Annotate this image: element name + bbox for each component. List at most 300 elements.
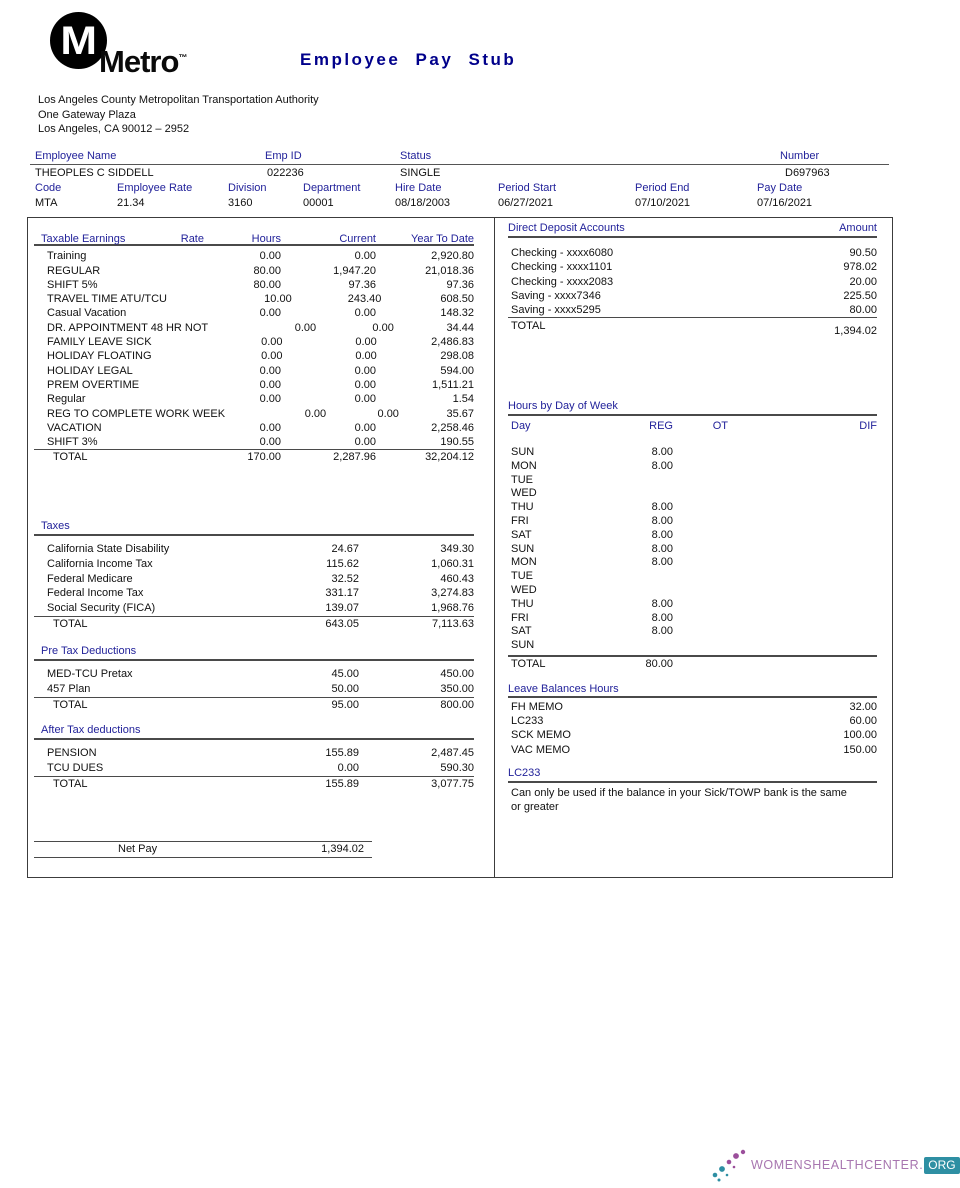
earnings-rate-cell <box>149 249 204 263</box>
leave-hours-cell: 100.00 <box>843 729 877 742</box>
reg-cell: 8.00 <box>651 542 673 555</box>
footer-badge: ORG <box>924 1157 959 1174</box>
code-value: MTA <box>35 197 58 209</box>
leave-hours-cell: 150.00 <box>843 743 877 756</box>
taxes-total-row <box>34 616 474 631</box>
earnings-total-rate <box>149 450 204 464</box>
after-tax-title: After Tax deductions <box>34 724 474 740</box>
earnings-current-cell: 0.00 <box>372 321 394 334</box>
earnings-rate-cell <box>149 392 204 406</box>
day-cell: WED <box>511 583 537 596</box>
table-row <box>508 728 877 742</box>
earnings-header-rate: Rate <box>180 233 204 245</box>
tax-current-cell: 139.07 <box>325 602 359 615</box>
hours-total-reg: 80.00 <box>645 657 673 670</box>
table-row <box>508 570 877 584</box>
reg-cell <box>623 639 673 653</box>
earnings-label-cell: TRAVEL TIME ATU/TCU <box>47 293 167 306</box>
table-row <box>508 487 877 501</box>
earnings-current-cell: 0.00 <box>354 436 376 449</box>
account-label-cell: Saving - xxxx5295 <box>511 304 601 317</box>
hours-rows <box>508 446 877 653</box>
employee-rate-value: 21.34 <box>117 197 145 209</box>
hours-total-dif <box>728 657 877 670</box>
dif-cell <box>728 474 877 488</box>
earnings-current-cell: 0.00 <box>354 364 376 377</box>
earnings-label-cell: HOLIDAY LEGAL <box>47 364 133 377</box>
table-row <box>508 612 877 626</box>
account-label-cell: Saving - xxxx7346 <box>511 289 601 302</box>
aftertax-ytd-cell: 590.30 <box>440 761 474 774</box>
earnings-hours-cell: 0.00 <box>259 421 281 434</box>
reg-cell: 8.00 <box>651 556 673 569</box>
lc233-title: LC233 <box>508 767 877 783</box>
dif-cell <box>728 584 877 598</box>
table-row <box>508 501 877 515</box>
earnings-label-cell: PREM OVERTIME <box>47 378 140 391</box>
table-row <box>34 435 474 449</box>
after-tax-total-row <box>34 776 474 791</box>
earnings-label-cell: FAMILY LEAVE SICK <box>47 336 152 349</box>
ot-cell <box>673 570 728 584</box>
table-row <box>34 249 474 263</box>
tax-ytd-cell: 460.43 <box>440 572 474 585</box>
emp-id-label: Emp ID <box>265 150 302 162</box>
ot-cell <box>673 612 728 626</box>
ot-cell <box>673 487 728 501</box>
metro-wordmark-text: Metro <box>99 44 179 79</box>
earnings-ytd-cell: 97.36 <box>446 278 474 291</box>
earnings-rate-cell <box>152 349 207 363</box>
dif-header: DIF <box>859 420 877 432</box>
earnings-total-label: TOTAL <box>53 451 88 464</box>
leave-label-cell: VAC MEMO <box>511 743 571 756</box>
direct-deposit-section <box>508 222 877 338</box>
department-label: Department <box>303 182 361 194</box>
dots-swirl-icon <box>711 1148 749 1182</box>
earnings-label-cell: HOLIDAY FLOATING <box>47 350 152 363</box>
department-value: 00001 <box>303 197 334 209</box>
day-cell: THU <box>511 501 534 514</box>
earnings-label-cell: Casual Vacation <box>47 307 127 320</box>
ot-cell <box>673 556 728 570</box>
earnings-rate-cell <box>152 335 207 349</box>
code-label: Code <box>35 182 62 194</box>
day-cell: THU <box>511 597 534 610</box>
earnings-current-cell: 0.00 <box>354 307 376 320</box>
leave-balances-section <box>508 683 877 757</box>
dif-cell <box>728 487 877 501</box>
leave-hours-cell: 60.00 <box>849 715 877 728</box>
address-line: Los Angeles, CA 90012 – 2952 <box>38 123 190 135</box>
earnings-label-cell: REGULAR <box>47 264 101 277</box>
taxable-earnings-table <box>34 232 474 464</box>
earnings-ytd-cell: 190.55 <box>440 436 474 449</box>
reg-cell <box>623 570 673 584</box>
earnings-header-label: Taxable Earnings <box>41 233 126 245</box>
pretax-label-cell: MED-TCU Pretax <box>47 668 133 680</box>
aftertax-label-cell: PENSION <box>47 747 97 759</box>
dif-cell <box>728 529 877 543</box>
emp-id-value: 022236 <box>267 167 304 179</box>
direct-deposit-rows <box>508 246 877 317</box>
lc233-note: Can only be used if the balance in your Sick/TOWP bank is the same or greater <box>511 787 847 813</box>
table-row <box>34 378 474 392</box>
metro-wordmark <box>99 44 186 80</box>
table-row <box>508 515 877 529</box>
ot-header: OT <box>712 420 728 432</box>
after-tax-total-label: TOTAL <box>53 777 88 790</box>
number-value: D697963 <box>785 167 830 179</box>
table-row <box>508 474 877 488</box>
leave-balance-rows <box>508 700 877 757</box>
pre-tax-total-ytd: 800.00 <box>440 698 474 711</box>
period-end-value: 07/10/2021 <box>635 197 691 209</box>
direct-deposit-total-row <box>508 317 877 338</box>
ot-cell <box>673 501 728 515</box>
dif-cell <box>728 501 877 515</box>
page-title: Employee Pay Stub <box>300 50 517 69</box>
table-row <box>508 275 877 289</box>
aftertax-current-cell: 155.89 <box>325 747 359 759</box>
pre-tax-section <box>34 645 474 711</box>
earnings-label-cell: SHIFT 5% <box>47 278 98 291</box>
earnings-rate-cell <box>149 264 204 278</box>
account-amount-cell: 90.50 <box>849 247 877 259</box>
earnings-hours-cell: 10.00 <box>264 293 292 306</box>
taxes-total-ytd: 7,113.63 <box>431 617 474 630</box>
table-row <box>508 289 877 303</box>
account-label-cell: Checking - xxxx2083 <box>511 275 614 288</box>
amount-header: Amount <box>839 222 877 234</box>
day-cell: TUE <box>511 473 533 486</box>
tax-label-cell: Social Security (FICA) <box>47 602 156 615</box>
day-cell: FRI <box>511 611 529 624</box>
net-pay-label: Net Pay <box>118 843 158 855</box>
table-row <box>508 303 877 317</box>
table-row <box>34 601 474 616</box>
table-row <box>508 460 877 474</box>
table-row <box>508 714 877 728</box>
table-row <box>34 586 474 601</box>
earnings-rate-cell <box>149 306 204 320</box>
ot-cell <box>673 460 728 474</box>
earnings-hours-cell: 0.00 <box>261 336 283 349</box>
dif-cell <box>728 612 877 626</box>
table-row <box>508 446 877 460</box>
earnings-ytd-cell: 34.44 <box>446 321 474 334</box>
earnings-hours-cell: 0.00 <box>259 436 281 449</box>
earnings-rate-cell <box>208 321 253 335</box>
earnings-ytd-cell: 35.67 <box>446 407 474 420</box>
ot-cell <box>673 446 728 460</box>
earnings-total-ytd: 32,204.12 <box>425 451 474 464</box>
table-row <box>34 392 474 406</box>
earnings-ytd-cell: 148.32 <box>440 307 474 320</box>
pre-tax-total-label: TOTAL <box>53 698 88 711</box>
ot-cell <box>673 598 728 612</box>
earnings-rate-cell <box>149 364 204 378</box>
after-tax-total-ytd: 3,077.75 <box>431 777 474 790</box>
earnings-rows <box>34 249 474 449</box>
dif-cell <box>728 556 877 570</box>
reg-cell: 8.00 <box>651 514 673 527</box>
employee-name-label: Employee Name <box>35 150 117 162</box>
account-amount-cell: 978.02 <box>843 261 877 274</box>
tax-label-cell: California State Disability <box>47 543 170 555</box>
earnings-current-cell: 97.36 <box>348 278 376 291</box>
ot-cell <box>673 474 728 488</box>
day-header: Day <box>511 420 531 432</box>
dif-cell <box>728 543 877 557</box>
leave-label-cell: SCK MEMO <box>511 729 571 742</box>
dif-cell <box>728 460 877 474</box>
reg-cell <box>623 487 673 501</box>
earnings-header-ytd: Year To Date <box>411 233 474 245</box>
hours-total-row <box>508 655 877 670</box>
earnings-hours-cell: 80.00 <box>253 264 281 277</box>
day-cell: SUN <box>511 639 535 652</box>
earnings-hours-cell: 0.00 <box>259 307 281 320</box>
pay-date-value: 07/16/2021 <box>757 197 813 209</box>
company-address <box>38 93 319 137</box>
day-cell: SUN <box>511 542 535 555</box>
table-row <box>508 584 877 598</box>
direct-deposit-total-label: TOTAL <box>511 320 546 333</box>
account-amount-cell: 225.50 <box>843 289 877 302</box>
earnings-current-cell: 0.00 <box>354 421 376 434</box>
table-row <box>34 306 474 320</box>
reg-cell: 8.00 <box>651 597 673 610</box>
earnings-label-cell: Regular <box>47 393 86 406</box>
address-line: Los Angeles County Metropolitan Transportation Authority <box>38 94 319 106</box>
metro-logo-letter: M <box>60 18 97 63</box>
earnings-hours-cell: 0.00 <box>259 364 281 377</box>
dif-cell <box>728 446 877 460</box>
period-start-value: 06/27/2021 <box>498 197 554 209</box>
account-amount-cell: 20.00 <box>849 275 877 288</box>
after-tax-total-current: 155.89 <box>325 777 359 790</box>
tax-label-cell: Federal Income Tax <box>47 587 144 600</box>
employee-rate-label: Employee Rate <box>117 182 193 194</box>
table-row <box>34 321 474 335</box>
account-amount-cell: 80.00 <box>849 304 877 317</box>
dif-cell <box>728 570 877 584</box>
table-row <box>34 335 474 349</box>
pre-tax-rows <box>34 667 474 697</box>
earnings-hours-cell: 0.00 <box>294 321 317 334</box>
dif-cell <box>728 639 877 653</box>
leave-label-cell: LC233 <box>511 715 544 728</box>
net-pay-value: 1,394.02 <box>321 843 364 855</box>
tax-label-cell: Federal Medicare <box>47 572 133 585</box>
hire-date-value: 08/18/2003 <box>395 197 451 209</box>
earnings-hours-cell: 80.00 <box>253 278 281 291</box>
dif-cell <box>728 598 877 612</box>
period-end-label: Period End <box>635 182 690 194</box>
earnings-ytd-cell: 2,920.80 <box>431 250 474 263</box>
table-row <box>508 246 877 260</box>
direct-deposit-header-row <box>508 222 877 238</box>
earnings-total-row <box>34 449 474 464</box>
earnings-ytd-cell: 1,511.21 <box>431 378 474 391</box>
after-tax-section <box>34 724 474 790</box>
earnings-total-hours: 170.00 <box>247 451 281 464</box>
tax-current-cell: 331.17 <box>325 587 359 600</box>
ot-cell <box>673 543 728 557</box>
earnings-label-cell: Training <box>47 250 87 263</box>
table-row <box>508 260 877 274</box>
earnings-ytd-cell: 2,258.46 <box>431 421 474 434</box>
footer-brand-text: WOMENSHEALTHCENTER. <box>751 1158 924 1172</box>
earnings-current-cell: 243.40 <box>347 293 382 306</box>
vertical-divider <box>494 218 495 877</box>
account-label-cell: Checking - xxxx1101 <box>511 261 613 274</box>
table-row <box>34 407 474 421</box>
ot-cell <box>673 639 728 653</box>
reg-cell <box>623 474 673 488</box>
tax-current-cell: 115.62 <box>326 557 359 570</box>
division-label: Division <box>228 182 267 194</box>
direct-deposit-total-amount: 1,394.02 <box>834 325 877 338</box>
earnings-rate-cell <box>149 435 204 449</box>
table-row <box>34 364 474 378</box>
table-row <box>34 264 474 278</box>
hours-header-row <box>508 419 877 433</box>
aftertax-label-cell: TCU DUES <box>47 761 104 774</box>
taxes-total-current: 643.05 <box>325 617 359 630</box>
table-row <box>34 746 474 761</box>
tax-ytd-cell: 349.30 <box>440 543 474 555</box>
table-row <box>508 625 877 639</box>
earnings-header-current: Current <box>339 233 376 245</box>
leave-balances-title: Leave Balances Hours <box>508 683 877 698</box>
table-row <box>34 542 474 557</box>
division-value: 3160 <box>228 197 253 209</box>
earnings-ytd-cell: 21,018.36 <box>425 264 474 277</box>
account-label-cell: Checking - xxxx6080 <box>511 247 614 259</box>
aftertax-current-cell: 0.00 <box>337 761 359 774</box>
lc233-section <box>508 767 877 814</box>
tax-ytd-cell: 1,060.31 <box>431 557 474 570</box>
taxes-rows <box>34 542 474 616</box>
tax-current-cell: 32.52 <box>331 572 359 585</box>
dif-cell <box>728 515 877 529</box>
earnings-current-cell: 0.00 <box>355 350 377 363</box>
hours-total-ot <box>673 657 728 670</box>
hours-by-day-section <box>508 400 877 670</box>
taxes-title: Taxes <box>34 520 474 536</box>
pretax-current-cell: 50.00 <box>331 682 359 695</box>
period-start-label: Period Start <box>498 182 557 194</box>
earnings-total-current: 2,287.96 <box>333 451 376 464</box>
day-cell: SUN <box>511 446 535 458</box>
earnings-hours-cell: 0.00 <box>259 378 281 391</box>
earnings-rate-cell <box>225 407 267 421</box>
earnings-hours-cell: 0.00 <box>259 393 281 406</box>
day-cell: FRI <box>511 514 529 527</box>
reg-cell: 8.00 <box>651 459 673 472</box>
earnings-label-cell: DR. APPOINTMENT 48 HR NOT <box>47 321 209 334</box>
earnings-header-row <box>34 232 474 246</box>
pre-tax-total-current: 95.00 <box>331 698 359 711</box>
reg-header: REG <box>649 420 673 432</box>
status-label: Status <box>400 150 432 162</box>
table-row <box>34 682 474 697</box>
table-row <box>34 761 474 776</box>
day-cell: MON <box>511 556 537 569</box>
statement-box <box>27 217 893 878</box>
earnings-rate-cell <box>167 292 219 306</box>
leave-label-cell: FH MEMO <box>511 701 563 713</box>
dif-cell <box>728 625 877 639</box>
net-pay-box <box>34 841 372 858</box>
earnings-hours-cell: 0.00 <box>261 350 283 363</box>
earnings-rate-cell <box>149 278 204 292</box>
hire-date-label: Hire Date <box>395 182 442 194</box>
ot-cell <box>673 584 728 598</box>
table-row <box>508 743 877 757</box>
day-cell: TUE <box>511 570 533 583</box>
ot-cell <box>673 625 728 639</box>
tax-ytd-cell: 3,274.83 <box>431 587 474 600</box>
reg-cell: 8.00 <box>651 625 673 638</box>
reg-cell <box>623 584 673 598</box>
table-row <box>34 557 474 572</box>
earnings-ytd-cell: 2,486.83 <box>431 336 474 349</box>
earnings-label-cell: VACATION <box>47 421 102 434</box>
pre-tax-title: Pre Tax Deductions <box>34 645 474 661</box>
earnings-current-cell: 0.00 <box>354 250 376 263</box>
reg-cell: 8.00 <box>651 501 673 514</box>
hours-total-label: TOTAL <box>511 657 546 670</box>
reg-cell: 8.00 <box>651 611 673 624</box>
table-row <box>34 421 474 435</box>
table-row <box>508 543 877 557</box>
pretax-current-cell: 45.00 <box>331 668 359 680</box>
table-row <box>34 349 474 363</box>
tax-ytd-cell: 1,968.76 <box>431 602 474 615</box>
earnings-label-cell: SHIFT 3% <box>47 436 98 449</box>
table-row <box>34 292 474 306</box>
table-row <box>508 639 877 653</box>
day-cell: WED <box>511 487 537 500</box>
status-value: SINGLE <box>400 167 441 179</box>
pay-date-label: Pay Date <box>757 182 803 194</box>
taxes-section <box>34 520 474 631</box>
earnings-header-hours: Hours <box>251 233 281 245</box>
table-row <box>508 598 877 612</box>
earnings-rate-cell <box>149 421 204 435</box>
table-row <box>508 529 877 543</box>
table-row <box>508 700 877 714</box>
trademark-symbol: ™ <box>178 52 187 63</box>
earnings-ytd-cell: 1.54 <box>452 393 474 406</box>
pretax-ytd-cell: 350.00 <box>440 682 474 695</box>
table-row <box>34 667 474 682</box>
earnings-rate-cell <box>149 378 204 392</box>
earnings-current-cell: 0.00 <box>355 336 377 349</box>
earnings-current-cell: 1,947.20 <box>333 264 376 277</box>
table-row <box>34 572 474 587</box>
earnings-ytd-cell: 608.50 <box>440 293 474 306</box>
table-row <box>34 278 474 292</box>
net-pay-row <box>34 842 372 857</box>
earnings-label-cell: REG TO COMPLETE WORK WEEK <box>47 407 226 420</box>
earnings-current-cell: 0.00 <box>354 393 376 406</box>
earnings-hours-cell: 0.00 <box>304 407 327 420</box>
earnings-ytd-cell: 594.00 <box>440 364 474 377</box>
